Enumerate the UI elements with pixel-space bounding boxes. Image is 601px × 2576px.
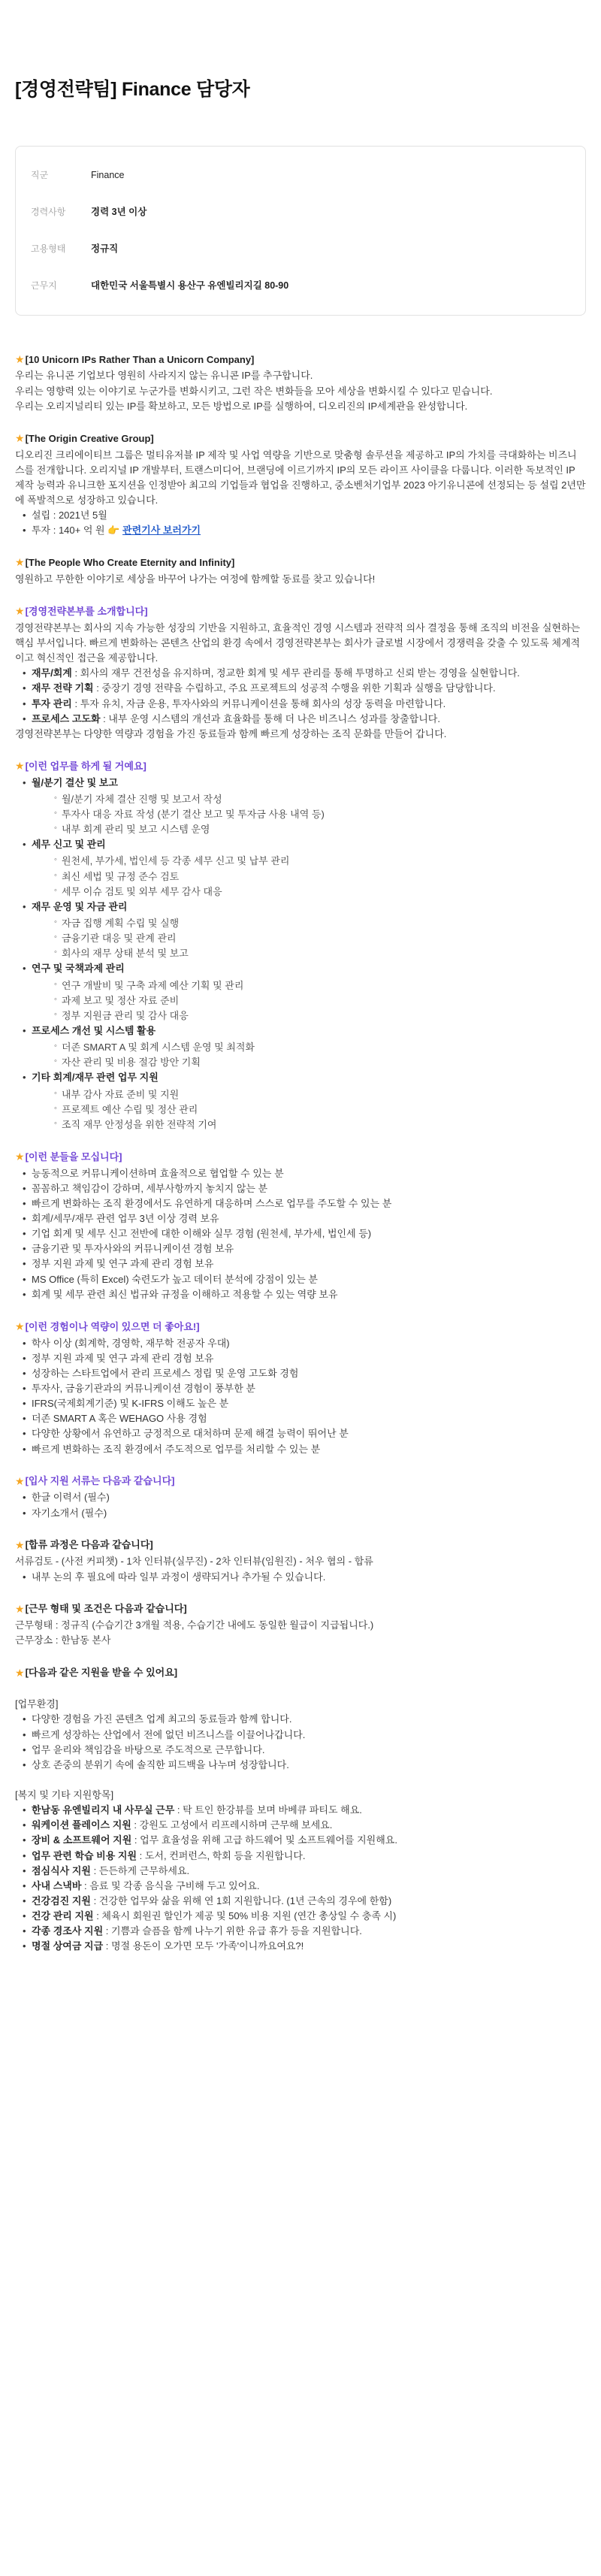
- list-item: • 투자 : 140+ 억 원 👉 관련기사 보러가기: [15, 523, 586, 538]
- sub-item: ◦ 원천세, 부가세, 법인세 등 각종 세무 신고 및 납부 관리: [32, 854, 586, 869]
- division-roles: [15, 666, 586, 727]
- job-info-box: [15, 146, 586, 316]
- list-item: • 기업 회계 및 세무 신고 전반에 대한 이해와 실무 경험 (원천세, 부가세, 법인세 등): [15, 1226, 586, 1241]
- sub-item: ◦ 자금 집행 계획 수립 및 실행: [32, 916, 586, 931]
- section-title: ★ [입사 지원 서류는 다음과 같습니다]: [15, 1474, 586, 1490]
- documents-list: [15, 1490, 586, 1520]
- section-title: ★ [다음과 같은 지원을 받을 수 있어요]: [15, 1665, 586, 1682]
- section-responsibilities: [15, 758, 586, 1132]
- responsibility-group: • 프로세스 개선 및 시스템 활용 ◦ 더존 SMART A 및 회계 시스템 운영 및 최적화 ◦ 자산 관리 및 비용 절감 방안 기획: [15, 1023, 586, 1070]
- list-item: • 명절 상여금 지급 : 명절 용돈이 오가면 모두 '가족'이니까요여요?!: [15, 1939, 586, 1954]
- star-icon: ★: [15, 760, 25, 772]
- list-item: • 상호 존중의 분위기 속에 솔직한 피드백을 나누며 성장합니다.: [15, 1758, 586, 1773]
- sub-item: ◦ 자산 관리 및 비용 절감 방안 기획: [32, 1055, 586, 1070]
- sub-item: ◦ 월/분기 자체 결산 진행 및 보고서 작성: [32, 792, 586, 807]
- star-icon: ★: [15, 1150, 25, 1163]
- star-icon: ★: [15, 556, 25, 569]
- text-line: 근무형태 : 정규직 (수습기간 3개월 적용, 수습기간 내에도 동일한 월급이 지급됩니다.): [15, 1619, 374, 1631]
- list-item: • 꼼꼼하고 책임감이 강하며, 세부사항까지 놓치지 않는 분: [15, 1181, 586, 1196]
- list-item: • 각종 경조사 지원 : 기쁨과 슬픔을 함께 나누기 위한 유급 휴가 등을 지원합니다.: [15, 1924, 586, 1939]
- related-article-link[interactable]: 관련기사 보러가기: [122, 525, 201, 537]
- environment-list: [15, 1712, 586, 1773]
- info-row-experience: [31, 194, 570, 231]
- list-item: • 재무/회계 : 회사의 재무 건전성을 유지하며, 정교한 회계 및 세무 관리를 통해 투명하고 신뢰 받는 경영을 실현합니다.: [15, 666, 586, 681]
- list-item: • 건강 관리 지원 : 체육시 회원권 할인가 제공 및 50% 비용 지원 (연간 총상일 수 충족 시): [15, 1909, 586, 1924]
- list-item: • 회계/세무/재무 관련 업무 3년 이상 경력 보유: [15, 1211, 586, 1226]
- section-documents: [15, 1474, 586, 1521]
- section-title: ★ [10 Unicorn IPs Rather Than a Unicorn Company]: [15, 352, 586, 368]
- section-title: ★ [이런 경험이나 역량이 있으면 더 좋아요!]: [15, 1319, 586, 1335]
- preferred-list: [15, 1336, 586, 1457]
- responsibility-group: • 재무 운영 및 자금 관리 ◦ 자금 집행 계획 수립 및 실행 ◦ 금융기관 대응 및 관계 관리 ◦ 회사의 재무 상태 분석 및 보고: [15, 899, 586, 962]
- list-item: • 빠르게 변화하는 조직 환경에서 주도적으로 업무를 처리할 수 있는 분: [15, 1442, 586, 1457]
- section-title: ★ [이런 분들을 모십니다]: [15, 1149, 586, 1166]
- section-title: ★ [경영전략본부를 소개합니다]: [15, 603, 586, 620]
- list-item: • 정부 지원 과제 및 연구 과제 관리 경험 보유: [15, 1351, 586, 1366]
- list-item: • 사내 스낵바 : 음료 및 각종 음식을 구비해 두고 있어요.: [15, 1879, 586, 1894]
- responsibility-groups: [15, 776, 586, 1132]
- section-strategy-division: [15, 603, 586, 742]
- page-title: [경영전략팀] Finance 담당자: [15, 79, 250, 100]
- list-item: • MS Office (특히 Excel) 숙련도가 높고 데이터 분석에 강점이 있는 분: [15, 1272, 586, 1287]
- sub-item: ◦ 정부 지원금 관리 및 감사 대응: [32, 1008, 586, 1023]
- info-key: 경력사항: [31, 206, 66, 217]
- company-description: 디오리진 크리에이티브 그룹은 멀티유저블 IP 제작 및 사업 역량을 기반으로 맞춤형 솔루션을 제공하고 IP의 가치를 극대화하는 비즈니스를 전개합니다. 오리지널 IP 개발부터, 트랜스미디어, 브랜딩에 이르기까지 IP의 모든 라이프 사이클을 다룹니다. 이러한 독보적인 IP 제작 능력과 유니크한 포지션을 인정받아 최고의 기업들과 협업을 진행하고, 중소벤처기업부 2023 아기유니콘에 선정되는 등 설립 2년만에 폭발적으로 성장하고 있습니다.: [15, 449, 586, 506]
- info-key: 근무지: [31, 280, 57, 291]
- list-item: • 학사 이상 (회계학, 경영학, 재무학 전공자 우대): [15, 1336, 586, 1351]
- sub-item: ◦ 프로젝트 예산 수립 및 정산 관리: [32, 1102, 586, 1117]
- list-item: • 점심식사 지원 : 든든하게 근무하세요.: [15, 1864, 586, 1879]
- info-value: 대한민국 서울특별시 용산구 유엔빌리지길 80-90: [91, 280, 289, 291]
- section-people: [15, 555, 586, 587]
- star-icon: ★: [15, 605, 25, 618]
- pointing-hand-icon: 👉: [107, 525, 120, 537]
- info-key: 직군: [31, 169, 49, 180]
- list-item: • 성장하는 스타트업에서 관리 프로세스 정립 및 운영 고도화 경험: [15, 1366, 586, 1381]
- section-unicorn-ips: [15, 352, 586, 414]
- responsibility-group: • 월/분기 결산 및 보고 ◦ 월/분기 자체 결산 진행 및 보고서 작성 ◦ 투자사 대응 자료 작성 (분기 결산 보고 및 투자금 사용 내역 등) ◦ 내부 회계 관리 및 보고 시스템 운영: [15, 776, 586, 838]
- list-item: • 업무 관련 학습 비용 지원 : 도서, 컨퍼런스, 학회 등을 지원합니다.: [15, 1849, 586, 1864]
- section-title: ★ [근무 형태 및 조건은 다음과 같습니다]: [15, 1601, 586, 1618]
- text-line: 우리는 유니콘 기업보다 영원히 사라지지 않는 유니콘 IP를 추구합니다.: [15, 370, 313, 382]
- process-steps: 서류검토 - (사전 커피챗) - 1차 인터뷰(실무진) - 2차 인터뷰(임원진) - 처우 협의 - 합류: [15, 1556, 373, 1568]
- section-title: ★ [The Origin Creative Group]: [15, 431, 586, 447]
- list-item: • 금융기관 및 투자사와의 커뮤니케이션 경험 보유: [15, 1241, 586, 1256]
- list-item: • 내부 논의 후 필요에 따라 일부 과정이 생략되거나 추가될 수 있습니다.: [15, 1570, 586, 1585]
- section-title: ★ [합류 과정은 다음과 같습니다]: [15, 1537, 586, 1554]
- list-item: • IFRS(국제회계기준) 및 K-IFRS 이해도 높은 분: [15, 1396, 586, 1411]
- section-preferred: [15, 1319, 586, 1457]
- process-notes: [15, 1570, 586, 1585]
- list-item: • 장비 & 소프트웨어 지원 : 업무 효율성을 위해 고급 하드웨어 및 소프트웨어를 지원해요.: [15, 1833, 586, 1848]
- section-hiring-process: [15, 1537, 586, 1585]
- sub-item: ◦ 더존 SMART A 및 회계 시스템 운영 및 최적화: [32, 1040, 586, 1055]
- list-item: • 다양한 상황에서 유연하고 긍정적으로 대처하며 문제 해결 능력이 뛰어난 분: [15, 1426, 586, 1441]
- section-title: ★ [이런 업무를 하게 될 거예요]: [15, 758, 586, 775]
- list-item: • 투자사, 금융기관과의 커뮤니케이션 경험이 풍부한 분: [15, 1381, 586, 1396]
- qualification-list: [15, 1166, 586, 1302]
- text-line: 근무장소 : 한남동 본사: [15, 1634, 111, 1646]
- section-origin-creative-group: [15, 431, 586, 539]
- sub-item: ◦ 내부 감사 자료 준비 및 지원: [32, 1087, 586, 1102]
- list-item: • 회계 및 세무 관련 최신 법규와 규정을 이해하고 적용할 수 있는 역량 보유: [15, 1287, 586, 1302]
- text-line: 우리는 영향력 있는 이야기로 누군가를 변화시키고, 그런 작은 변화들을 모아 세상을 변화시킬 수 있다고 믿습니다.: [15, 385, 493, 397]
- sub-item: ◦ 회사의 재무 상태 분석 및 보고: [32, 946, 586, 961]
- responsibility-group: • 세무 신고 및 관리 ◦ 원천세, 부가세, 법인세 등 각종 세무 신고 및 납부 관리 ◦ 최신 세법 및 규정 준수 검토 ◦ 세무 이슈 검토 및 외부 세무 감사 대응: [15, 837, 586, 899]
- star-icon: ★: [15, 1602, 25, 1615]
- list-item: • 정부 지원 과제 및 연구 과제 관리 경험 보유: [15, 1256, 586, 1271]
- star-icon: ★: [15, 1474, 25, 1487]
- list-item: • 프로세스 고도화 : 내부 운영 시스템의 개선과 효율화를 통해 더 나은 비즈니스 성과를 창출합니다.: [15, 712, 586, 727]
- sub-item: ◦ 연구 개발비 및 구축 과제 예산 기획 및 관리: [32, 978, 586, 993]
- list-item: • 능동적으로 커뮤니케이션하며 효율적으로 협업할 수 있는 분: [15, 1166, 586, 1181]
- responsibility-group: • 기타 회계/재무 관련 업무 지원 ◦ 내부 감사 자료 준비 및 지원 ◦ 프로젝트 예산 수립 및 정산 관리 ◦ 조직 재무 안정성을 위한 전략적 기여: [15, 1070, 586, 1132]
- sub-item: ◦ 투자사 대응 자료 작성 (분기 결산 보고 및 투자금 사용 내역 등): [32, 807, 586, 822]
- info-value: 경력 3년 이상: [91, 206, 147, 217]
- responsibility-group: • 연구 및 국책과제 관리 ◦ 연구 개발비 및 구축 과제 예산 기획 및 관리 ◦ 과제 보고 및 정산 자료 준비 ◦ 정부 지원금 관리 및 감사 대응: [15, 961, 586, 1023]
- sub-item: ◦ 내부 회계 관리 및 보고 시스템 운영: [32, 822, 586, 837]
- list-item: • 빠르게 성장하는 산업에서 전에 없던 비즈니스를 이끌어나갑니다.: [15, 1728, 586, 1743]
- section-benefits: [15, 1665, 586, 1955]
- info-row-employment: [31, 231, 570, 268]
- subsection-label: [복지 및 기타 지원항목]: [15, 1789, 114, 1801]
- info-key: 고용형태: [31, 243, 66, 254]
- star-icon: ★: [15, 1320, 25, 1332]
- list-item: • 건강검진 지원 : 건강한 업무와 삶을 위해 연 1회 지원합니다. (1년 근속의 경우에 한함): [15, 1894, 586, 1909]
- list-item: • 워케이션 플레이스 지원 : 강원도 고성에서 리프레시하며 근무해 보세요.: [15, 1818, 586, 1833]
- sub-item: ◦ 조직 재무 안정성을 위한 전략적 기여: [32, 1117, 586, 1132]
- text-line: 영원하고 무한한 이야기로 세상을 바꾸어 나가는 여정에 함께할 동료를 찾고 있습니다!: [15, 573, 376, 585]
- sub-item: ◦ 세무 이슈 검토 및 외부 세무 감사 대응: [32, 884, 586, 899]
- list-item: • 자기소개서 (필수): [15, 1506, 586, 1521]
- list-item: • 업무 윤리와 책임감을 바탕으로 주도적으로 근무합니다.: [15, 1743, 586, 1758]
- section-title: ★ [The People Who Create Eternity and Infinity]: [15, 555, 586, 571]
- star-icon: ★: [15, 1666, 25, 1679]
- list-item: • 더존 SMART A 혹은 WEHAGO 사용 경험: [15, 1411, 586, 1426]
- sub-item: ◦ 금융기관 대응 및 관계 관리: [32, 931, 586, 946]
- info-value: Finance: [91, 169, 125, 180]
- welfare-list: [15, 1803, 586, 1954]
- list-item: • 한남동 유엔빌리지 내 사무실 근무 : 탁 트인 한강뷰를 보며 바베큐 파티도 해요.: [15, 1803, 586, 1818]
- list-item: • 한글 이력서 (필수): [15, 1490, 586, 1505]
- info-row-location: [31, 268, 570, 304]
- section-work-conditions: [15, 1601, 586, 1649]
- list-item: • 투자 관리 : 투자 유치, 자금 운용, 투자사와의 커뮤니케이션을 통해 회사의 성장 동력을 마련합니다.: [15, 697, 586, 712]
- company-facts: [15, 508, 586, 538]
- text-line: 경영전략본부는 다양한 역량과 경험을 가진 동료들과 함께 빠르게 성장하는 조직 문화를 만들어 갑니다.: [15, 727, 447, 739]
- section-qualifications: [15, 1149, 586, 1302]
- list-item: • 재무 전략 기획 : 중장기 경영 전략을 수립하고, 주요 프로젝트의 성공적 수행을 위한 기획과 실행을 담당합니다.: [15, 681, 586, 696]
- info-value: 정규직: [91, 243, 119, 254]
- list-item: • 설립 : 2021년 5월: [15, 508, 586, 523]
- list-item: • 다양한 경험을 가진 콘텐츠 업계 최고의 동료들과 함께 합니다.: [15, 1712, 586, 1727]
- sub-item: ◦ 최신 세법 및 규정 준수 검토: [32, 869, 586, 884]
- star-icon: ★: [15, 352, 25, 365]
- list-item: • 빠르게 변화하는 조직 환경에서도 유연하게 대응하며 스스로 업무를 주도할 수 있는 분: [15, 1196, 586, 1211]
- division-description: 경영전략본부는 회사의 지속 가능한 성장의 기반을 지원하고, 효율적인 경영 시스템과 전략적 의사 결정을 통해 조직의 비전을 실현하는 핵심 부서입니다. 빠르게 변화하는 콘텐츠 산업의 환경 속에서 경영전략본부는 회사가 글로벌 시장에서 경쟁력을 갖출 수 있도록 체계적이고 혁신적인 접근을 제공합니다.: [15, 621, 581, 664]
- star-icon: ★: [15, 1538, 25, 1551]
- info-row-category: [31, 157, 570, 194]
- star-icon: ★: [15, 431, 25, 444]
- subsection-label: [업무환경]: [15, 1698, 59, 1710]
- sub-item: ◦ 과제 보고 및 정산 자료 준비: [32, 993, 586, 1008]
- text-line: 우리는 오리지널리티 있는 IP를 확보하고, 모든 방법으로 IP를 실행하여, 디오리진의 IP세계관을 완성합니다.: [15, 400, 468, 412]
